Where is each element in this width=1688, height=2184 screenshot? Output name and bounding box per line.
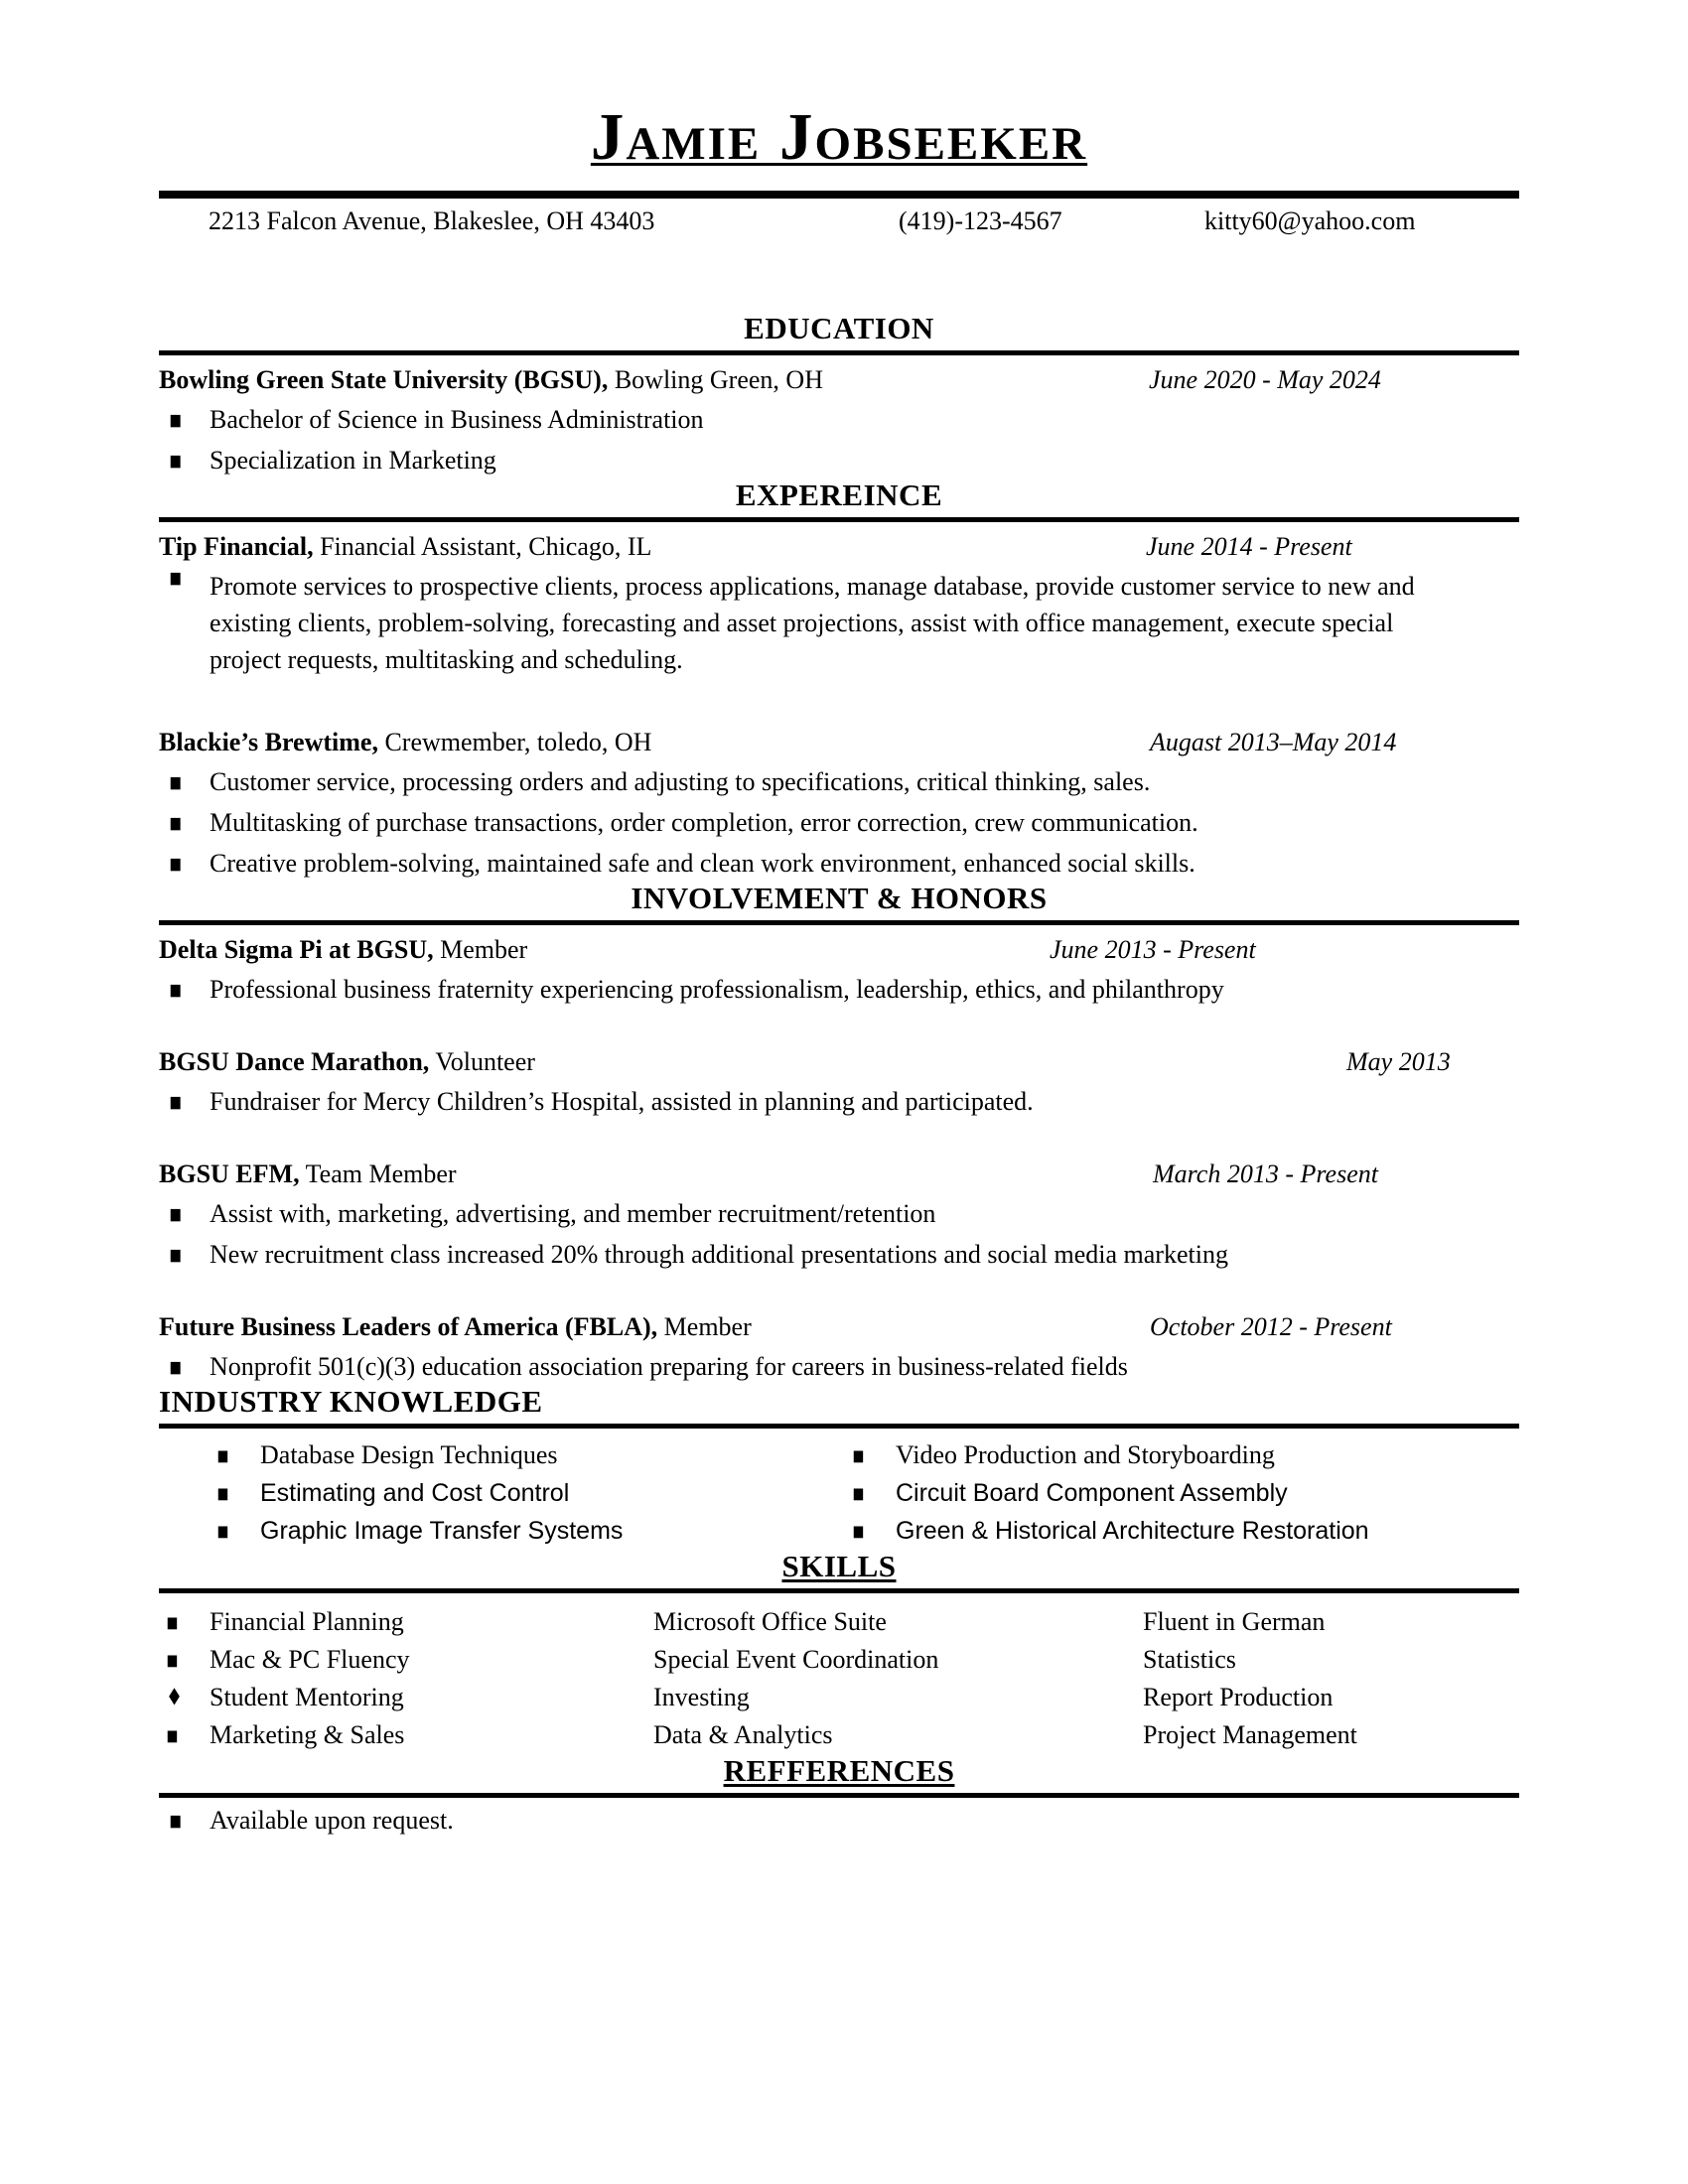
education-heading: EDUCATION	[744, 311, 934, 345]
list-item: ▪ Financial Planning	[159, 1603, 653, 1641]
employer-name: Tip Financial,	[159, 532, 314, 561]
list-item: Fluent in German	[1143, 1607, 1326, 1636]
experience-entry-head	[159, 530, 1519, 564]
bullet-item: ▪ Promote services to prospective clients, process applications, manage database, provide customer service to new and existing clients, problem-solving, forecasting and asset projections, assist with office management, execute special project requests, multitasking and scheduling.	[159, 568, 1519, 678]
contact-row	[159, 205, 1519, 240]
list-item: Statistics	[1143, 1645, 1236, 1674]
section-education	[159, 312, 1519, 478]
square-bullet-icon: ▪	[169, 806, 183, 837]
section-industry-knowledge	[159, 1385, 1519, 1550]
square-bullet-icon: ▪	[169, 444, 183, 475]
experience-entry-head	[159, 726, 1519, 759]
list-item: Project Management	[1143, 1720, 1357, 1749]
bullet-item: ▪ Available upon request.	[159, 1802, 1519, 1839]
square-bullet-icon: ▪	[216, 1517, 229, 1545]
list-item: Special Event Coordination	[653, 1645, 939, 1674]
section-skills	[159, 1550, 1519, 1754]
section-experience	[159, 478, 1519, 882]
involvement-entry-head	[159, 1310, 1519, 1344]
square-bullet-icon: ▪	[216, 1479, 229, 1507]
bullet-item: ▪ Specialization in Marketing	[159, 442, 1519, 478]
bullet-item: ▪ Assist with, marketing, advertising, and member recruitment/retention	[159, 1195, 1519, 1232]
involvement-entry-head	[159, 1045, 1519, 1079]
skills-heading: SKILLS	[781, 1549, 897, 1583]
organization-name: Future Business Leaders of America (FBLA),	[159, 1312, 658, 1341]
square-bullet-icon: ▪	[166, 1721, 179, 1749]
involvement-entry-head	[159, 933, 1519, 967]
diamond-bullet-icon: ♦	[166, 1684, 184, 1711]
involvement-entry-head	[159, 1158, 1519, 1191]
list-item: ▪ Green & Historical Architecture Restoration	[796, 1512, 1519, 1550]
bullet-item: ▪ Nonprofit 501(c)(3) education association preparing for careers in business-related fields	[159, 1348, 1519, 1385]
list-item: ♦ Student Mentoring	[159, 1679, 653, 1716]
school-name: Bowling Green State University (BGSU),	[159, 365, 609, 394]
list-item: ▪ Mac & PC Fluency	[159, 1641, 653, 1679]
square-bullet-icon: ▪	[169, 1350, 183, 1381]
organization-name: BGSU Dance Marathon,	[159, 1047, 430, 1076]
involvement-heading: INVOLVEMENT & HONORS	[631, 881, 1048, 915]
square-bullet-icon: ▪	[852, 1441, 865, 1469]
square-bullet-icon: ▪	[166, 1608, 179, 1636]
employer-name: Blackie’s Brewtime,	[159, 728, 378, 756]
header-divider	[159, 191, 1519, 199]
square-bullet-icon: ▪	[852, 1479, 865, 1507]
square-bullet-icon: ▪	[169, 847, 183, 878]
list-item: ▪ Graphic Image Transfer Systems	[159, 1512, 796, 1550]
industry-list	[159, 1436, 1519, 1550]
school-location: Bowling Green, OH	[614, 365, 823, 394]
involvement-dates: March 2013 - Present	[1153, 1160, 1378, 1188]
list-item: Investing	[653, 1683, 750, 1711]
square-bullet-icon: ▪	[169, 561, 183, 592]
organization-name: Delta Sigma Pi at BGSU,	[159, 935, 434, 964]
list-item: ▪ Video Production and Storyboarding	[796, 1436, 1519, 1474]
bullet-item: ▪ Multitasking of purchase transactions, order completion, error correction, crew communication.	[159, 804, 1519, 841]
bullet-item: ▪ Creative problem-solving, maintained safe and clean work environment, enhanced social skills.	[159, 845, 1519, 882]
job-dates: Augast 2013–May 2014	[1150, 728, 1397, 756]
contact-email: kitty60@yahoo.com	[1204, 206, 1416, 235]
bullet-item: ▪ New recruitment class increased 20% through additional presentations and social media marketing	[159, 1236, 1519, 1273]
square-bullet-icon: ▪	[169, 765, 183, 796]
job-title-location: Financial Assistant, Chicago, IL	[320, 532, 652, 561]
list-item: ▪ Marketing & Sales	[159, 1716, 653, 1754]
list-item: ▪ Database Design Techniques	[159, 1436, 796, 1474]
square-bullet-icon: ▪	[169, 1085, 183, 1116]
education-entry-head	[159, 363, 1519, 397]
square-bullet-icon: ▪	[216, 1441, 229, 1469]
bullet-item: ▪ Bachelor of Science in Business Administration	[159, 401, 1519, 438]
involvement-dates: June 2013 - Present	[1050, 935, 1256, 964]
experience-heading: EXPEREINCE	[735, 478, 943, 512]
involvement-dates: May 2013	[1346, 1047, 1451, 1076]
section-rule	[159, 517, 1519, 522]
bullet-item: ▪ Customer service, processing orders and adjusting to specifications, critical thinking, sales.	[159, 763, 1519, 800]
education-dates: June 2020 - May 2024	[1149, 365, 1381, 394]
square-bullet-icon: ▪	[169, 1238, 183, 1269]
list-item: Data & Analytics	[653, 1720, 833, 1749]
section-involvement	[159, 882, 1519, 1385]
role: Team Member	[305, 1160, 457, 1188]
role: Member	[663, 1312, 752, 1341]
section-rule	[159, 1588, 1519, 1593]
list-item: Microsoft Office Suite	[653, 1607, 887, 1636]
square-bullet-icon: ▪	[852, 1517, 865, 1545]
involvement-dates: October 2012 - Present	[1150, 1312, 1392, 1341]
section-references	[159, 1754, 1519, 1839]
square-bullet-icon: ▪	[169, 1197, 183, 1228]
section-rule	[159, 1424, 1519, 1429]
references-heading: REFFERENCES	[723, 1753, 955, 1788]
bullet-item: ▪ Fundraiser for Mercy Children’s Hospital, assisted in planning and participated.	[159, 1083, 1519, 1120]
square-bullet-icon: ▪	[169, 403, 183, 434]
square-bullet-icon: ▪	[169, 1804, 183, 1835]
list-item: ▪ Circuit Board Component Assembly	[796, 1474, 1519, 1512]
organization-name: BGSU EFM,	[159, 1160, 300, 1188]
industry-heading: INDUSTRY KNOWLEDGE	[159, 1384, 543, 1419]
list-item: Report Production	[1143, 1683, 1334, 1711]
job-dates: June 2014 - Present	[1146, 532, 1352, 561]
contact-address: 2213 Falcon Avenue, Blakeslee, OH 43403	[209, 206, 655, 235]
section-rule	[159, 350, 1519, 355]
contact-phone: (419)-123-4567	[899, 206, 1062, 235]
skills-list	[159, 1603, 1519, 1754]
person-name: Jamie Jobseeker	[590, 100, 1088, 174]
job-title-location: Crewmember, toledo, OH	[384, 728, 652, 756]
list-item: ▪ Estimating and Cost Control	[159, 1474, 796, 1512]
section-rule	[159, 1793, 1519, 1798]
square-bullet-icon: ▪	[169, 973, 183, 1004]
role: Volunteer	[435, 1047, 535, 1076]
square-bullet-icon: ▪	[166, 1646, 179, 1674]
section-rule	[159, 920, 1519, 925]
role: Member	[440, 935, 528, 964]
bullet-item: ▪ Professional business fraternity experiencing professionalism, leadership, ethics, and philanthropy	[159, 971, 1519, 1008]
